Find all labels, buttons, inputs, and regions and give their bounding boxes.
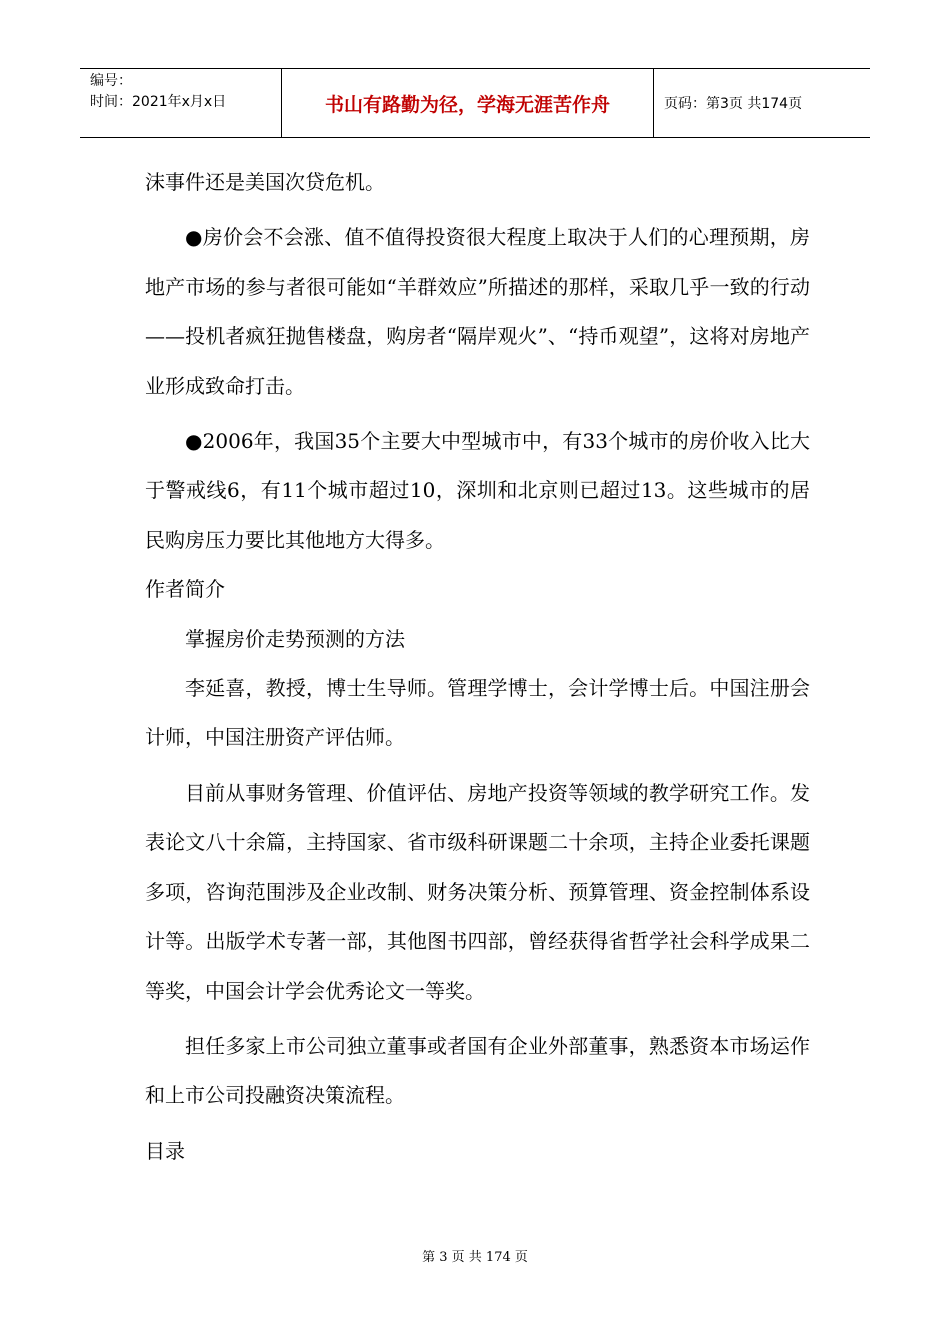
paragraph: 目前从事财务管理、价值评估、房地产投资等领域的教学研究工作。发表论文八十余篇，主持国家、省市级科研课题二十余项，主持企业委托课题多项，咨询范围涉及企业改制、财务决策分析、预算管理、资金控制体系设计等。出版学术专著一部，其他图书四部，曾经获得省哲学社会科学成果二等奖，中国会计学会优秀论文一等奖。 xyxy=(145,780,810,1003)
section-heading: 作者简介 xyxy=(145,577,225,602)
paragraph: 李延喜，教授，博士生导师。管理学博士，会计学博士后。中国注册会计师，中国注册资产评估师。 xyxy=(145,676,810,750)
paragraph: ●2006年，我国35个主要大中型城市中，有33个城市的房价收入比大于警戒线6，有11个城市超过10，深圳和北京则已超过13。这些城市的居民购房压力要比其他地方大得多。 xyxy=(145,429,810,552)
date-label: 时间：2021年x月x日 xyxy=(90,94,227,110)
paragraph: 掌握房价走势预测的方法 xyxy=(185,626,405,651)
page-footer: 第 3 页 共 174 页 xyxy=(422,1250,528,1265)
serial-label: 编号： xyxy=(90,73,132,89)
page-header xyxy=(80,68,870,138)
header-motto: 书山有路勤为径，学海无涯苦作舟 xyxy=(282,69,654,137)
document-body xyxy=(145,158,810,1176)
paragraph: ●房价会不会涨、值不值得投资很大程度上取决于人们的心理预期，房地产市场的参与者很可能如“羊群效应”所描述的那样，采取几乎一致的行动——投机者疯狂抛售楼盘，购房者“隔岸观火”、“持币观望”，这将对房地产业形成致命打击。 xyxy=(145,225,810,398)
section-heading: 目录 xyxy=(145,1138,185,1163)
header-page-info: 页码：第3页 共174页 xyxy=(664,96,803,112)
paragraph: 沫事件还是美国次贷危机。 xyxy=(145,170,385,194)
header-meta xyxy=(80,69,282,137)
paragraph: 担任多家上市公司独立董事或者国有企业外部董事，熟悉资本市场运作和上市公司投融资决策流程。 xyxy=(145,1033,810,1108)
